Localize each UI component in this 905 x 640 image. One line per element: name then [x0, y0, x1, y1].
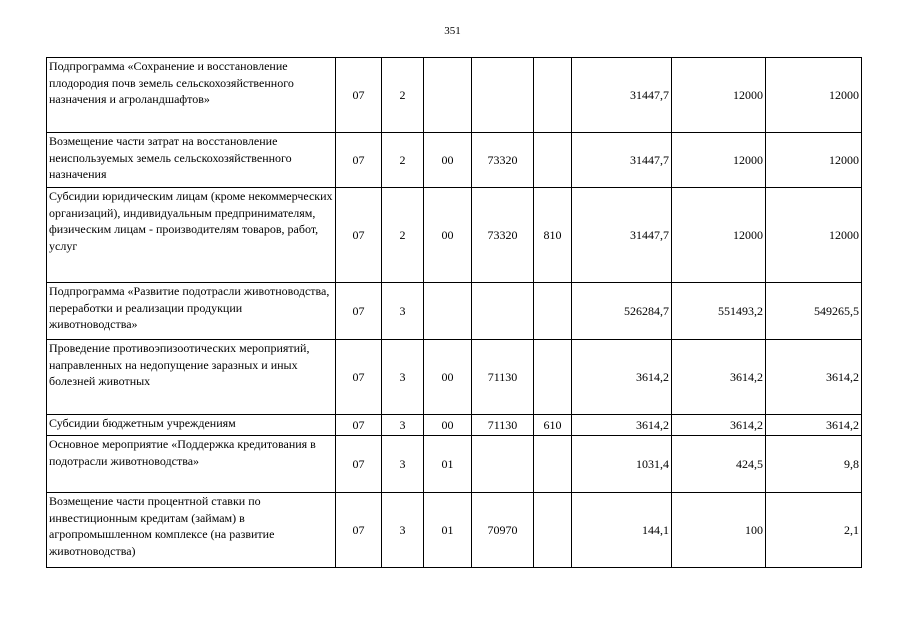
row-subsection: 2 — [382, 58, 424, 133]
row-target-code — [472, 58, 534, 133]
table-row — [47, 133, 862, 188]
table-row — [47, 58, 862, 133]
page-number: 351 — [444, 25, 461, 37]
row-sum-1: 31447,7 — [572, 188, 672, 283]
row-sum-3: 12000 — [766, 58, 862, 133]
row-program: 01 — [424, 493, 472, 568]
row-subsection: 3 — [382, 493, 424, 568]
row-sum-1: 526284,7 — [572, 283, 672, 340]
row-name: Проведение противоэпизоотических мероприятий, направленных на недопущение заразных и иных болезней животных — [47, 340, 336, 415]
row-sum-1: 1031,4 — [572, 436, 672, 493]
row-target-code — [472, 283, 534, 340]
row-sum-3: 2,1 — [766, 493, 862, 568]
row-sum-3: 549265,5 — [766, 283, 862, 340]
table-row — [47, 436, 862, 493]
row-sum-2: 12000 — [672, 133, 766, 188]
row-subsection: 3 — [382, 415, 424, 436]
row-expense-type — [534, 133, 572, 188]
row-name: Субсидии юридическим лицам (кроме некоммерческих организаций), индивидуальным предпринимателям, физическим лицам - производителям товаров, работ, услуг — [47, 188, 336, 283]
row-target-code: 71130 — [472, 340, 534, 415]
row-expense-type: 610 — [534, 415, 572, 436]
row-section: 07 — [336, 415, 382, 436]
row-sum-2: 3614,2 — [672, 340, 766, 415]
row-expense-type — [534, 340, 572, 415]
table-row — [47, 283, 862, 340]
row-program: 00 — [424, 188, 472, 283]
row-sum-3: 3614,2 — [766, 340, 862, 415]
row-subsection: 3 — [382, 283, 424, 340]
row-sum-3: 9,8 — [766, 436, 862, 493]
row-sum-3: 12000 — [766, 188, 862, 283]
row-sum-1: 31447,7 — [572, 133, 672, 188]
row-section: 07 — [336, 58, 382, 133]
row-section: 07 — [336, 436, 382, 493]
row-subsection: 3 — [382, 436, 424, 493]
row-sum-1: 144,1 — [572, 493, 672, 568]
row-expense-type — [534, 58, 572, 133]
row-subsection: 2 — [382, 133, 424, 188]
row-sum-1: 3614,2 — [572, 415, 672, 436]
row-program: 00 — [424, 415, 472, 436]
table-row — [47, 340, 862, 415]
row-sum-2: 12000 — [672, 188, 766, 283]
row-target-code: 73320 — [472, 188, 534, 283]
row-section: 07 — [336, 493, 382, 568]
row-expense-type — [534, 436, 572, 493]
row-program — [424, 283, 472, 340]
row-section: 07 — [336, 340, 382, 415]
row-sum-1: 31447,7 — [572, 58, 672, 133]
row-sum-2: 3614,2 — [672, 415, 766, 436]
row-name: Основное мероприятие «Поддержка кредитования в подотрасли животноводства» — [47, 436, 336, 493]
row-program: 00 — [424, 340, 472, 415]
budget-table — [46, 57, 862, 568]
row-sum-2: 424,5 — [672, 436, 766, 493]
row-sum-2: 100 — [672, 493, 766, 568]
row-section: 07 — [336, 188, 382, 283]
row-name: Подпрограмма «Сохранение и восстановление плодородия почв земель сельскохозяйственного назначения и агроландшафтов» — [47, 58, 336, 133]
row-target-code — [472, 436, 534, 493]
row-subsection: 3 — [382, 340, 424, 415]
row-expense-type — [534, 283, 572, 340]
row-name: Субсидии бюджетным учреждениям — [47, 415, 336, 436]
row-target-code: 71130 — [472, 415, 534, 436]
row-sum-2: 12000 — [672, 58, 766, 133]
row-name: Возмещение части процентной ставки по инвестиционным кредитам (займам) в агропромышленном комплексе (на развитие животноводства) — [47, 493, 336, 568]
table-row — [47, 188, 862, 283]
row-target-code: 70970 — [472, 493, 534, 568]
row-expense-type — [534, 493, 572, 568]
row-sum-1: 3614,2 — [572, 340, 672, 415]
row-section: 07 — [336, 283, 382, 340]
row-section: 07 — [336, 133, 382, 188]
row-program: 01 — [424, 436, 472, 493]
row-target-code: 73320 — [472, 133, 534, 188]
row-program: 00 — [424, 133, 472, 188]
row-sum-2: 551493,2 — [672, 283, 766, 340]
row-expense-type: 810 — [534, 188, 572, 283]
row-subsection: 2 — [382, 188, 424, 283]
row-sum-3: 3614,2 — [766, 415, 862, 436]
row-name: Подпрограмма «Развитие подотрасли животноводства, переработки и реализации продукции животноводства» — [47, 283, 336, 340]
row-program — [424, 58, 472, 133]
row-sum-3: 12000 — [766, 133, 862, 188]
table-row — [47, 415, 862, 436]
row-name: Возмещение части затрат на восстановление неиспользуемых земель сельскохозяйственного назначения — [47, 133, 336, 188]
table-row — [47, 493, 862, 568]
